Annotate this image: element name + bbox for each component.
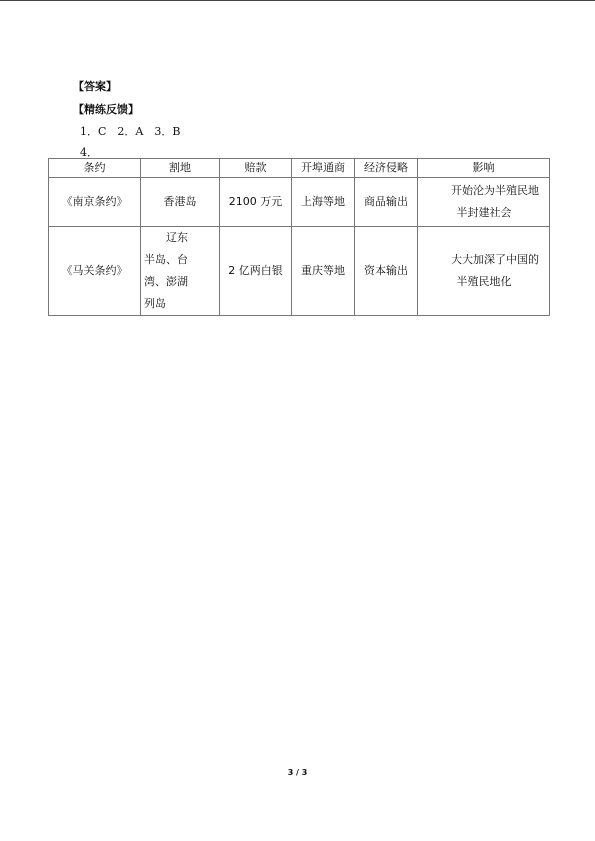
table-row [49,227,550,316]
header-indemnity: 赔款 [220,159,292,178]
land-line: 辽东 [166,231,188,244]
treaty-table [48,158,550,316]
question-4-label: 4． [80,146,98,159]
impact-cell [418,227,550,316]
page-number: 3 / 3 [287,768,308,777]
top-rule [0,0,595,1]
header-land: 割地 [141,159,220,178]
table-header-row [49,159,550,178]
feedback-heading: 【精练反馈】 [73,103,139,116]
header-treaty: 条约 [49,159,141,178]
land-cell [141,178,220,227]
ports-cell: 重庆等地 [292,227,355,316]
impact-line: 半封建社会 [456,206,512,219]
indemnity-cell: 2100 万元 [220,178,292,227]
impact-line: 半殖民地化 [456,275,512,288]
header-ports: 开埠通商 [292,159,355,178]
ports-cell: 上海等地 [292,178,355,227]
land-line: 半岛、台 [144,253,188,266]
answers-line: 1．C 2．A 3．B [80,125,181,138]
impact-line: 大大加深了中国的 [451,253,539,266]
land-line: 香港岛 [163,195,197,208]
table-row [49,178,550,227]
land-line: 列岛 [144,297,166,310]
answer-heading: 【答案】 [73,80,117,93]
header-impact: 影响 [418,159,550,178]
economic-cell: 资本输出 [355,227,418,316]
impact-cell [418,178,550,227]
header-economic: 经济侵略 [355,159,418,178]
impact-line: 开始沦为半殖民地 [451,184,539,197]
land-cell [141,227,220,316]
economic-cell: 商品输出 [355,178,418,227]
treaty-name: 《南京条约》 [49,178,141,227]
indemnity-cell: 2 亿两白银 [220,227,292,316]
land-line: 湾、澎湖 [144,275,188,288]
treaty-name: 《马关条约》 [49,227,141,316]
